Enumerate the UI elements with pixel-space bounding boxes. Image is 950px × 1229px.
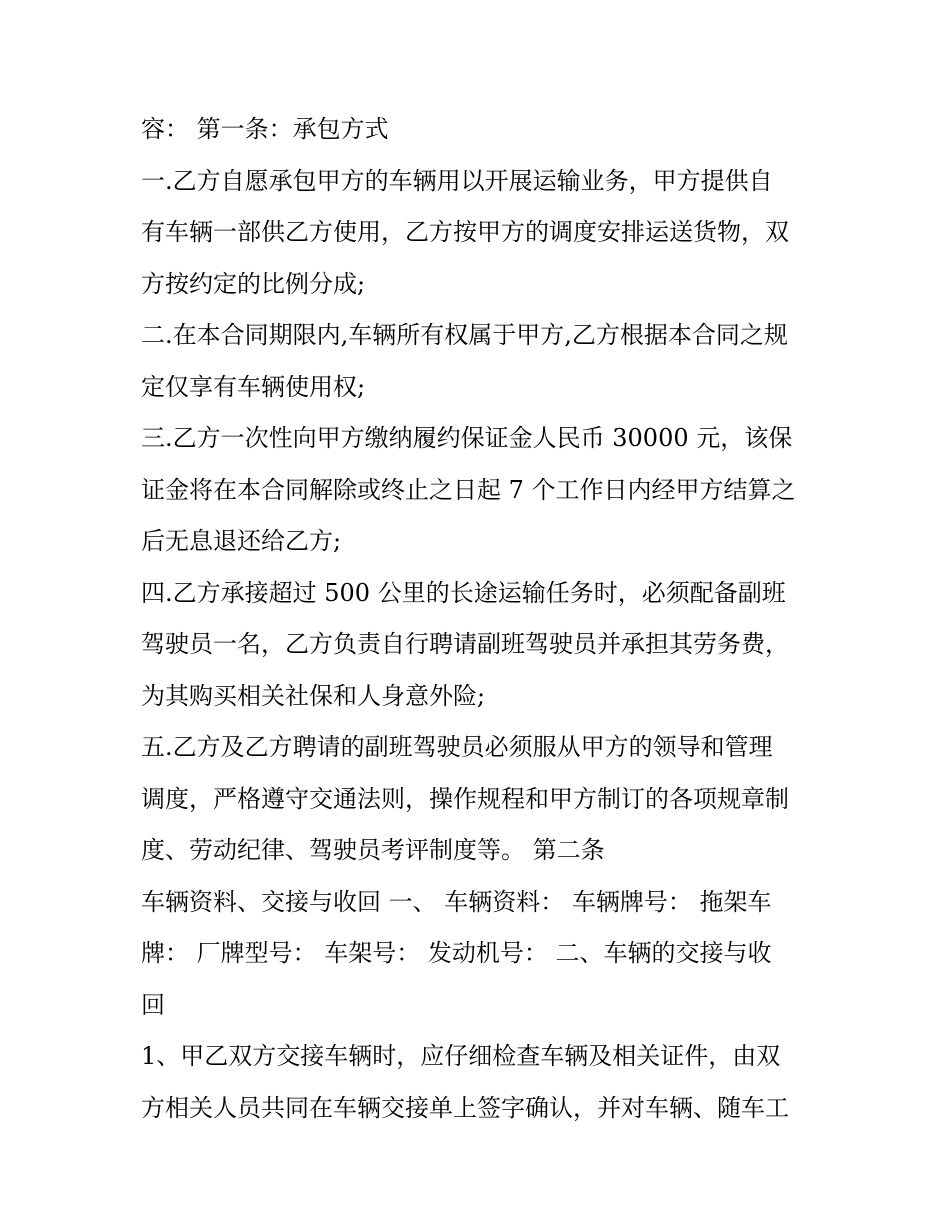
- text-line: 方按约定的比例分成;: [141, 269, 366, 298]
- text-line: 方相关人员共同在车辆交接单上签字确认，并对车辆、随车工: [141, 1093, 789, 1122]
- text-line: 有车辆一部供乙方使用，乙方按甲方的调度安排运送货物，双: [141, 218, 789, 246]
- text-line: 驾驶员一名，乙方负责自行聘请副班驾驶员并承担其劳务费，: [141, 630, 789, 658]
- text-line: 容： 第一条：承包方式: [141, 115, 389, 143]
- text-line: 三.乙方一次性向甲方缴纳履约保证金人民币 30000 元，该保: [141, 424, 793, 452]
- text-line: 车辆资料、交接与收回 一、 车辆资料： 车辆牌号： 拖架车: [141, 887, 772, 916]
- text-line: 1、甲乙双方交接车辆时，应仔细检查车辆及相关证件，由双: [141, 1042, 781, 1070]
- text-line: 度、劳动纪律、驾驶员考评制度等。 第二条: [141, 836, 605, 864]
- text-line: 牌： 厂牌型号： 车架号： 发动机号： 二、车辆的交接与收: [141, 939, 772, 967]
- contract-text: [141, 108, 831, 1138]
- text-line: 一.乙方自愿承包甲方的车辆用以开展运输业务，甲方提供自: [141, 166, 773, 195]
- text-line: 证金将在本合同解除或终止之日起 7 个工作日内经甲方结算之: [141, 475, 796, 504]
- text-line: 定仅享有车辆使用权;: [141, 372, 366, 401]
- text-line: 后无息退还给乙方;: [141, 527, 342, 555]
- text-line: 调度，严格遵守交通法则，操作规程和甲方制订的各项规章制: [141, 784, 789, 813]
- text-line: 为其购买相关社保和人身意外险;: [141, 681, 486, 710]
- text-line: 五.乙方及乙方聘请的副班驾驶员必须服从甲方的领导和管理: [141, 733, 773, 761]
- text-line: 四.乙方承接超过 500 公里的长途运输任务时，必须配备副班: [141, 578, 786, 607]
- text-line: 二.在本合同期限内,车辆所有权属于甲方,乙方根据本合同之规: [141, 321, 788, 349]
- text-line: 回: [141, 990, 165, 1019]
